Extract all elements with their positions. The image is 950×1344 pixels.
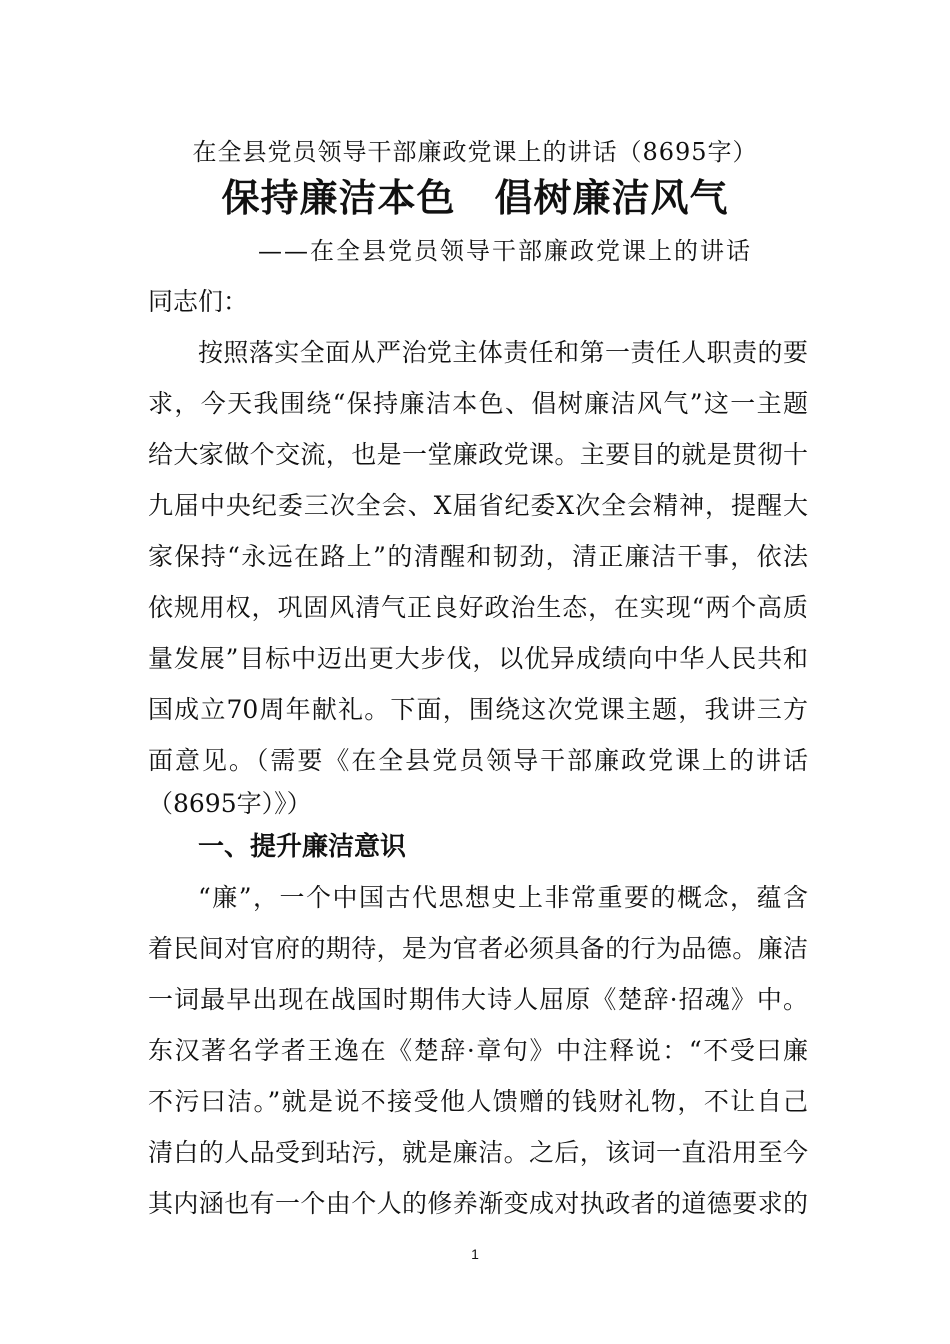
paragraph-line: 按照落实全面从严治党主体责任和第一责任人职责的要 bbox=[198, 338, 808, 367]
paragraph-line: 给大家做个交流，也是一堂廉政党课。主要目的就是贯彻十 bbox=[148, 440, 808, 469]
paragraph-line: 依规用权，巩固风清气正良好政治生态，在实现“两个高质 bbox=[148, 593, 808, 622]
paragraph-line: 家保持“永远在路上”的清醒和韧劲，清正廉洁干事，依法 bbox=[148, 542, 808, 571]
paragraph-line: 其内涵也有一个由个人的修养渐变成对执政者的道德要求的 bbox=[148, 1189, 808, 1218]
paragraph-line: 九届中央纪委三次全会、X届省纪委X次全会精神，提醒大 bbox=[148, 491, 808, 520]
salutation: 同志们： bbox=[148, 287, 249, 316]
paragraph-line: 求，今天我围绕“保持廉洁本色、倡树廉洁风气”这一主题 bbox=[148, 389, 808, 418]
paragraph-line: 量发展”目标中迈出更大步伐，以优异成绩向中华人民共和 bbox=[148, 644, 808, 673]
paragraph-line: 着民间对官府的期待，是为官者必须具备的行为品德。廉洁 bbox=[148, 934, 808, 963]
paragraph-line: 清白的人品受到玷污，就是廉洁。之后，该词一直沿用至今 bbox=[148, 1138, 808, 1167]
paragraph-line: 东汉著名学者王逸在《楚辞·章句》中注释说：“不受曰廉 bbox=[148, 1036, 808, 1065]
document-title: 在全县党员领导干部廉政党课上的讲话（8695字） bbox=[192, 138, 758, 166]
paragraph-line: “廉”，一个中国古代思想史上非常重要的概念，蕴含 bbox=[198, 883, 808, 912]
paragraph-line: 一词最早出现在战国时期伟大诗人屈原《楚辞·招魂》中。 bbox=[148, 985, 808, 1014]
paragraph-line: 国成立70周年献礼。下面，围绕这次党课主题，我讲三方 bbox=[148, 695, 808, 724]
paragraph-line: 不污曰洁。”就是说不接受他人馈赠的钱财礼物，不让自己 bbox=[148, 1087, 808, 1116]
section-heading: 一、提升廉洁意识 bbox=[198, 832, 407, 862]
page-number: 1 bbox=[471, 1246, 479, 1262]
main-title: 保持廉洁本色 倡树廉洁风气 bbox=[221, 175, 729, 220]
subtitle: ——在全县党员领导干部廉政党课上的讲话 bbox=[258, 237, 752, 265]
paragraph-line: （8695字）》） bbox=[148, 789, 312, 818]
paragraph-line: 面意见。（需要《在全县党员领导干部廉政党课上的讲话 bbox=[148, 746, 808, 775]
